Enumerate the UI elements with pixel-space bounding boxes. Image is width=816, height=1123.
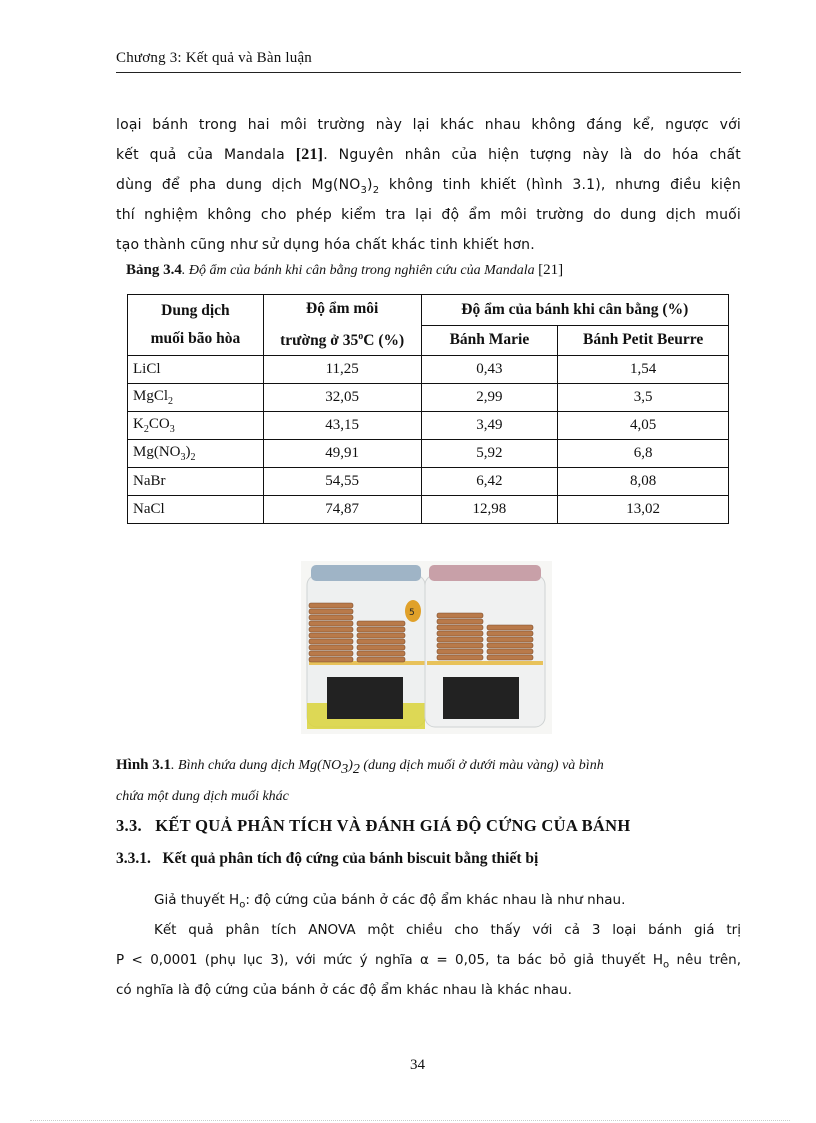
- salt-text: MgCl: [133, 388, 169, 405]
- figure-caption: [116, 752, 741, 810]
- intro-line-3: [116, 170, 741, 200]
- table-caption-ref: [21]: [538, 262, 564, 278]
- cell-marie: 6,42: [421, 468, 558, 496]
- section-title: KẾT QUẢ PHÂN TÍCH VÀ ĐÁNH GIÁ ĐỘ CỨNG CỦA BÁNH: [155, 816, 631, 835]
- header-env-humidity: [263, 295, 421, 356]
- intro-text: không tinh khiết (hình 3.1), nhưng điều kiện: [379, 177, 742, 193]
- salt-text: Mg(NO: [133, 444, 181, 461]
- jars-photo: [301, 561, 552, 734]
- cell-env: 54,55: [263, 468, 421, 496]
- subscript: 3: [169, 424, 175, 436]
- table-row: [128, 412, 729, 440]
- table-row: [128, 440, 729, 468]
- salt-text: K: [133, 416, 144, 433]
- intro-line-2: [116, 140, 741, 170]
- section-heading: [116, 816, 630, 836]
- header-env-text: C (%): [363, 332, 405, 350]
- page-number: 34: [410, 1057, 425, 1073]
- cell-petit: 3,5: [558, 384, 729, 412]
- cell-marie: 0,43: [421, 356, 558, 384]
- subscript: 3: [180, 452, 186, 464]
- table-caption: [126, 262, 563, 279]
- intro-text: . Nguyên nhân của hiện tượng này là do hóa chất: [323, 147, 741, 163]
- jar-label-text: 5: [409, 608, 415, 618]
- figure-text: (dung dịch muối ở dưới màu vàng) và bình: [359, 758, 604, 773]
- cell-env: 32,05: [263, 384, 421, 412]
- table-row: [128, 496, 729, 524]
- moisture-table: [127, 294, 729, 524]
- subscript: 2: [168, 396, 174, 408]
- degree-sup: o: [358, 331, 364, 342]
- cell-env: 11,25: [263, 356, 421, 384]
- subscript: 2: [372, 184, 380, 196]
- cell-env: 43,15: [263, 412, 421, 440]
- table-row: [128, 384, 729, 412]
- cell-marie: 3,49: [421, 412, 558, 440]
- intro-line-4: thí nghiệm không cho phép kiểm tra lại độ ẩm môi trường do dung dịch muối: [116, 207, 741, 223]
- intro-text: dùng để pha dung dịch Mg(NO: [116, 177, 361, 193]
- cell-marie: 2,99: [421, 384, 558, 412]
- header-env-line1: Độ ẩm môi: [306, 300, 379, 317]
- table-row: [128, 356, 729, 384]
- anova-line-1: Kết quả phân tích ANOVA một chiều cho thấy với cả 3 loại bánh giá trị: [154, 922, 741, 938]
- subscript: 2: [143, 424, 149, 436]
- figure-text: ): [348, 758, 353, 773]
- header-salt: [128, 295, 264, 356]
- body-text: P < 0,0001 (phụ lục 3), với mức ý nghĩa α = 0,05, ta bác bỏ giả thuyết H: [116, 952, 663, 968]
- body-text: nêu trên,: [669, 952, 741, 968]
- left-jar: [307, 565, 425, 729]
- section-number: 3.3.: [116, 816, 142, 835]
- subscript: 2: [352, 762, 360, 777]
- anova-line-2: [116, 945, 741, 975]
- header-group: Độ ẩm của bánh khi cân bằng (%): [421, 295, 728, 326]
- subscript: 3: [360, 184, 368, 196]
- page-header: [116, 50, 741, 73]
- figure-label: Hình 3.1: [116, 757, 172, 773]
- header-env-text: trường ở 35: [280, 332, 359, 350]
- table-row: [128, 468, 729, 496]
- cell-petit: 1,54: [558, 356, 729, 384]
- table-caption-text: . Độ ẩm của bánh khi cân bằng trong nghiên cứu của Mandala: [181, 263, 539, 278]
- body-paragraphs: [116, 885, 741, 1005]
- figure-caption-line1: [116, 752, 741, 783]
- subscript: o: [663, 959, 670, 971]
- header-salt-line2: muối bão hòa: [150, 330, 241, 348]
- right-jar: [425, 565, 545, 727]
- intro-line-1: loại bánh trong hai môi trường này lại khác nhau không đáng kể, ngược với: [116, 117, 741, 133]
- cell-salt: LiCl: [128, 356, 264, 384]
- cell-salt: [128, 384, 264, 412]
- subscript: 2: [190, 452, 196, 464]
- header-petit-beurre: Bánh Petit Beurre: [558, 325, 729, 356]
- footer-divider: [30, 1120, 790, 1121]
- chapter-title: Chương 3: Kết quả và Bàn luận: [116, 50, 312, 66]
- cell-petit: 13,02: [558, 496, 729, 524]
- figure-text: . Bình chứa dung dịch Mg(NO: [171, 758, 342, 773]
- subscript: 3: [341, 762, 349, 777]
- salt-text: ): [185, 444, 191, 461]
- cell-salt: NaBr: [128, 468, 264, 496]
- cell-salt: [128, 412, 264, 440]
- subscript: o: [239, 899, 246, 911]
- intro-paragraph: [116, 110, 741, 260]
- salt-text: CO: [148, 416, 170, 433]
- intro-text: kết quả của Mandala: [116, 147, 296, 163]
- subsection-heading: [116, 850, 538, 868]
- figure-caption-line2: chứa một dung dịch muối khác: [116, 789, 289, 804]
- cell-petit: 8,08: [558, 468, 729, 496]
- cell-petit: 6,8: [558, 440, 729, 468]
- body-text: Giả thuyết H: [154, 892, 240, 908]
- subsection-number: 3.3.1.: [116, 850, 151, 867]
- citation-ref: [21]: [295, 146, 324, 163]
- hypothesis-line: [116, 885, 741, 915]
- anova-line-3: có nghĩa là độ cứng của bánh ở các độ ẩm khác nhau là khác nhau.: [116, 982, 572, 998]
- cell-marie: 12,98: [421, 496, 558, 524]
- header-env-line2: [269, 323, 416, 355]
- cell-salt: [128, 440, 264, 468]
- table-caption-label: Bảng 3.4: [126, 262, 182, 278]
- cell-env: 49,91: [263, 440, 421, 468]
- intro-text: ): [367, 177, 373, 193]
- cell-petit: 4,05: [558, 412, 729, 440]
- body-text: : độ cứng của bánh ở các độ ẩm khác nhau là như nhau.: [245, 892, 626, 908]
- subsection-title: Kết quả phân tích độ cứng của bánh biscuit bằng thiết bị: [162, 850, 539, 867]
- header-salt-line1: Dung dịch: [161, 302, 230, 320]
- header-marie: Bánh Marie: [421, 325, 558, 356]
- cell-salt: NaCl: [128, 496, 264, 524]
- intro-line-5: tạo thành cũng như sử dụng hóa chất khác tinh khiết hơn.: [116, 237, 535, 253]
- cell-marie: 5,92: [421, 440, 558, 468]
- cell-env: 74,87: [263, 496, 421, 524]
- jars-illustration: [301, 561, 552, 734]
